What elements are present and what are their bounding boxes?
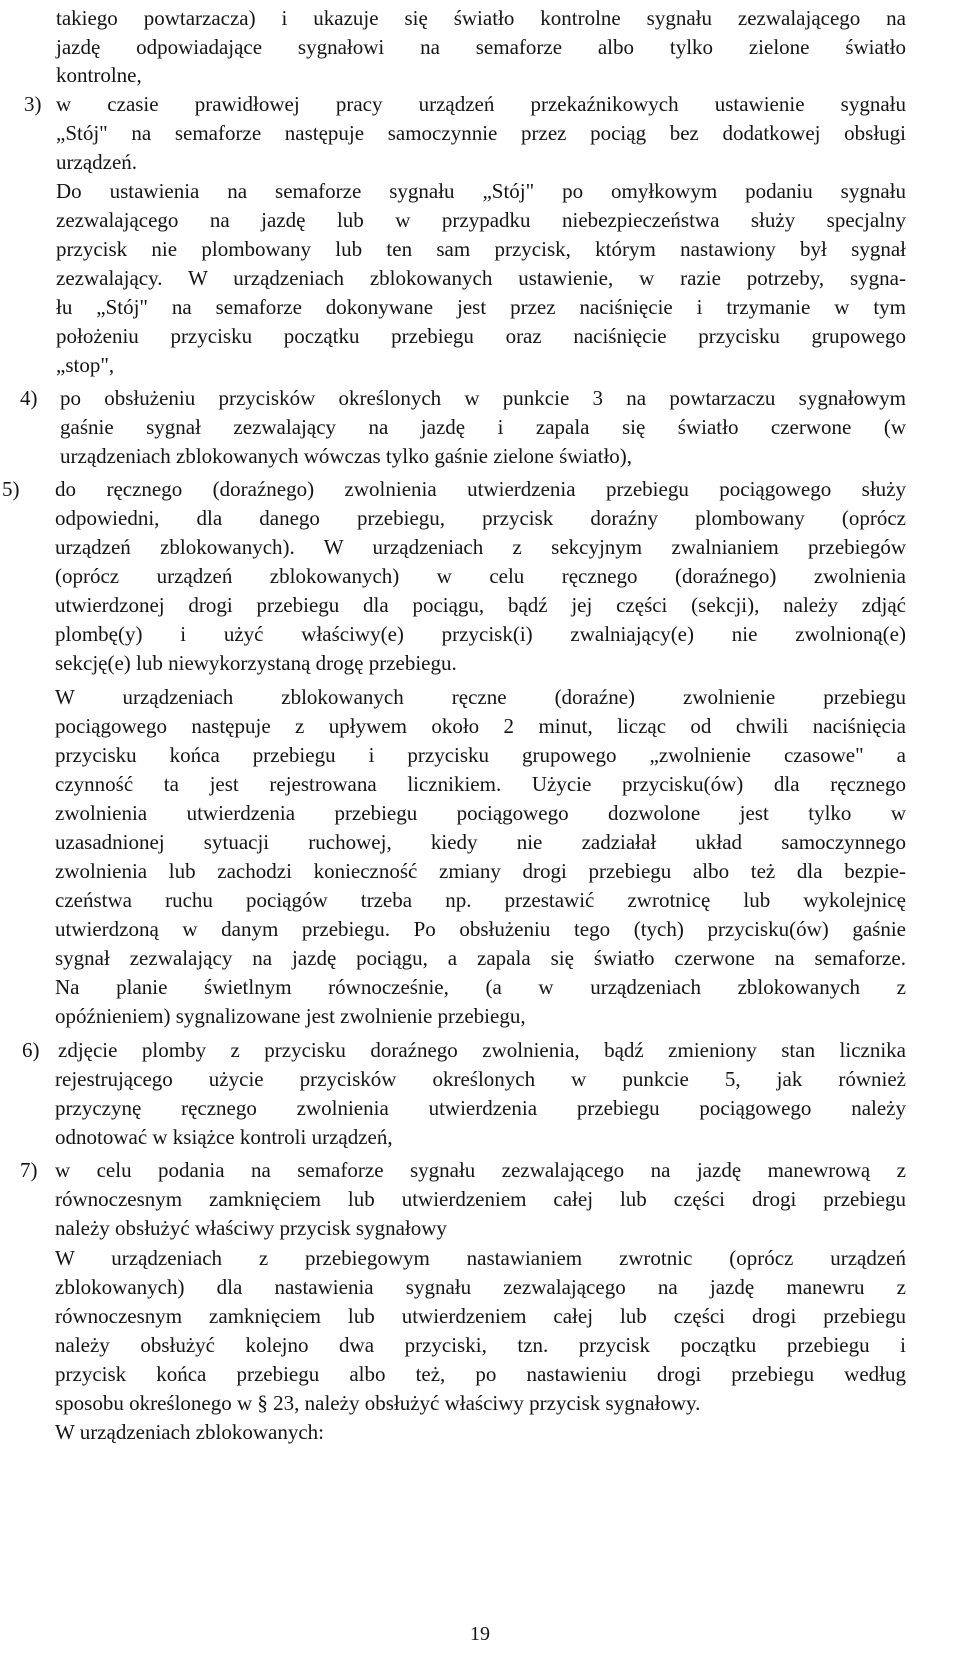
text-line: urządzeń. [56,150,138,174]
page-number: 19 [470,1623,490,1645]
text-line: „stop", [56,353,115,377]
text-line: utwierdzonej drogi przebiegu dla pociągu, bądź jej części (sekcji), należy zdjąć [55,593,906,617]
text-line: zdjęcie plomby z przycisku doraźnego zwolnienia, bądź zmieniony stan licznika [58,1038,906,1062]
text-line: pociągowego następuje z upływem około 2 minut, licząc od chwili naciśnięcia [55,714,906,738]
text-line: gaśnie sygnał zezwalający na jazdę i zapala się światło czerwone (w [60,415,906,439]
text-line: zwolnienia lub zachodzi konieczność zmiany drogi przebiegu albo też dla bezpie- [55,859,906,883]
text-line: należy obsłużyć właściwy przycisk sygnałowy [55,1216,447,1240]
text-line: opóźnieniem) sygnalizowane jest zwolnienie przebiegu, [55,1004,526,1028]
text-line: po obsłużeniu przycisków określonych w punkcie 3 na powtarzaczu sygnałowym [60,386,906,410]
text-line: W urządzeniach zblokowanych ręczne (doraźne) zwolnienie przebiegu [55,685,906,709]
text-line: plombę(y) i użyć właściwy(e) przycisk(i) zwalniający(e) nie zwolnioną(e) [55,622,906,646]
text-line: jazdę odpowiadające sygnałowi na semaforze albo tylko zielone światło [56,35,906,59]
text-line: czynność ta jest rejestrowana licznikiem. Użycie przycisku(ów) dla ręcznego [55,772,906,796]
text-line: w czasie prawidłowej pracy urządzeń przekaźnikowych ustawienie sygnału [56,92,906,116]
text-line: uzasadnionej sytuacji ruchowej, kiedy nie zadziałał układ samoczynnego [55,830,906,854]
text-line: zezwalający. W urządzeniach zblokowanych ustawienie, w razie potrzeby, sygna- [56,266,906,290]
text-line: W urządzeniach z przebiegowym nastawianiem zwrotnic (oprócz urządzeń [55,1246,906,1270]
text-line: przycisk końca przebiegu albo też, po nastawieniu drogi przebiegu według [55,1362,906,1386]
text-line: należy obsłużyć kolejno dwa przyciski, tzn. przycisk początku przebiegu i [55,1333,906,1357]
text-line: równoczesnym zamknięciem lub utwierdzeniem całej lub części drogi przebiegu [55,1187,906,1211]
text-line: kontrolne, [56,63,142,87]
text-line: przycisk nie plombowany lub ten sam przycisk, którym nastawiony był sygnał [56,237,906,261]
text-line: zwolnienia utwierdzenia przebiegu pociągowego dozwolone jest tylko w [55,801,906,825]
text-line: równoczesnym zamknięciem lub utwierdzeniem całej lub części drogi przebiegu [55,1304,906,1328]
text-line: rejestrującego użycie przycisków określonych w punkcie 5, jak również [55,1067,906,1091]
text-line: zblokowanych) dla nastawienia sygnału zezwalającego na jazdę manewru z [55,1275,906,1299]
text-line: W urządzeniach zblokowanych: [55,1420,324,1444]
text-line: odpowiedni, dla danego przebiegu, przycisk doraźny plombowany (oprócz [55,506,906,530]
text-line: łu „Stój" na semaforze dokonywane jest przez naciśnięcie i trzymanie w tym [56,295,906,319]
text-line: Na planie świetlnym równocześnie, (a w urządzeniach zblokowanych z [55,975,906,999]
list-number: 3) [24,92,42,116]
text-line: przycisku końca przebiegu i przycisku grupowego „zwolnienie czasowe" a [55,743,906,767]
text-line: sposobu określonego w § 23, należy obsłużyć właściwy przycisk sygnałowy. [55,1391,701,1415]
text-line: urządzeń zblokowanych). W urządzeniach z sekcyjnym zwalnianiem przebiegów [55,535,906,559]
text-line: Do ustawienia na semaforze sygnału „Stój" po omyłkowym podaniu sygnału [56,179,906,203]
text-line: odnotować w książce kontroli urządzeń, [55,1125,393,1149]
text-line: sekcję(e) lub niewykorzystaną drogę przebiegu. [55,651,457,675]
list-number: 5) [2,477,20,501]
text-line: (oprócz urządzeń zblokowanych) w celu ręcznego (doraźnego) zwolnienia [55,564,906,588]
list-number: 7) [20,1158,38,1182]
text-line: czeństwa ruchu pociągów trzeba np. przestawić zwrotnicę lub wykolejnicę [55,888,906,912]
text-line: utwierdzoną w danym przebiegu. Po obsłużeniu tego (tych) przycisku(ów) gaśnie [55,917,906,941]
text-line: takiego powtarzacza) i ukazuje się światło kontrolne sygnału zezwalającego na [56,6,906,30]
list-number: 6) [22,1038,40,1062]
text-line: przyczynę ręcznego zwolnienia utwierdzenia przebiegu pociągowego należy [55,1096,906,1120]
text-line: zezwalającego na jazdę lub w przypadku niebezpieczeństwa służy specjalny [56,208,906,232]
text-line: urządzeniach zblokowanych wówczas tylko gaśnie zielone światło), [60,444,633,468]
text-line: położeniu przycisku początku przebiegu oraz naciśnięcie przycisku grupowego [56,324,906,348]
list-number: 4) [20,386,38,410]
text-line: w celu podania na semaforze sygnału zezwalającego na jazdę manewrową z [55,1158,906,1182]
text-line: „Stój" na semaforze następuje samoczynnie przez pociąg bez dodatkowej obsługi [56,121,906,145]
text-line: do ręcznego (doraźnego) zwolnienia utwierdzenia przebiegu pociągowego służy [55,477,906,501]
text-line: sygnał zezwalający na jazdę pociągu, a zapala się światło czerwone na semaforze. [55,946,906,970]
